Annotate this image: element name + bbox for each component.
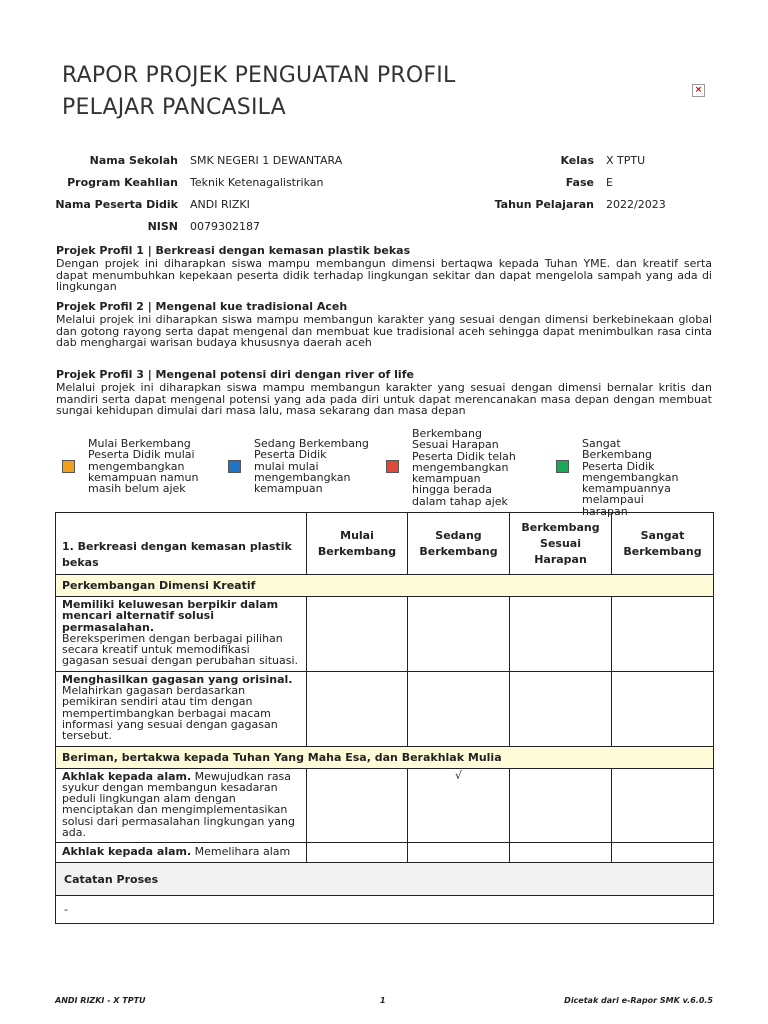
item-title: Akhlak kepada alam. bbox=[62, 845, 192, 859]
mark-cell bbox=[510, 843, 612, 863]
project-1-title: Projek Profil 1 | Berkreasi dengan kemasan plastik bekas bbox=[56, 244, 411, 257]
item-title: Akhlak kepada alam. bbox=[62, 769, 192, 783]
catatan-row bbox=[56, 863, 714, 896]
info-label-nama-sekolah: Nama Sekolah bbox=[89, 154, 178, 167]
info-label-kelas: Kelas bbox=[560, 154, 594, 167]
legend-desc-sedang: Peserta Didik mulai mulai mengembangkan kemampuan bbox=[254, 448, 351, 496]
project-2-description: Melalui projek ini diharapkan siswa mampu membangun karakter yang sesuai dengan dimensi berkebinekaan global dan gotong rayong serta dapat mengenal dan membuat kue tradisional aceh sehingga dapat menimbulkan rasa cinta dab menghargai warisan budaya khususnya daerah aceh bbox=[56, 313, 712, 349]
footer-student: ANDI RIZKI - X TPTU bbox=[55, 996, 146, 1005]
legend-swatch-sedang bbox=[228, 460, 241, 473]
mark-cell: √ bbox=[408, 768, 510, 843]
report-title bbox=[62, 60, 622, 124]
item-cell bbox=[56, 843, 307, 863]
table-section-row bbox=[56, 575, 714, 597]
legend-swatch-berkembang bbox=[386, 460, 399, 473]
info-value-nisn: 0079302187 bbox=[190, 220, 260, 233]
footer-printed-by: Dicetak dari e-Rapor SMK v.6.0.5 bbox=[564, 996, 713, 1005]
assessment-table bbox=[55, 512, 714, 924]
item-title: Memiliki keluwesan berpikir dalam mencari alternatif solusi permasalahan. bbox=[62, 598, 279, 634]
info-label-fase: Fase bbox=[565, 176, 594, 189]
legend-desc-sangat: Peserta Didik mengembangkan kemampuannya melampaui harapan bbox=[582, 459, 679, 518]
mark-cell bbox=[408, 671, 510, 746]
legend-desc-mulai: Peserta Didik mulai mengembangkan kemampuan namun masih belum ajek bbox=[88, 448, 199, 496]
catatan-value: - bbox=[56, 896, 714, 924]
footer-page-number: 1 bbox=[380, 996, 386, 1005]
mark-cell bbox=[612, 768, 714, 843]
mark-cell bbox=[307, 843, 408, 863]
mark-cell bbox=[612, 671, 714, 746]
mark-cell bbox=[408, 843, 510, 863]
info-value-program-keahlian: Teknik Ketenagalistrikan bbox=[190, 176, 324, 189]
item-cell bbox=[56, 768, 307, 843]
mark-cell bbox=[307, 597, 408, 672]
mark-cell bbox=[612, 843, 714, 863]
report-title-line1: RAPOR PROJEK PENGUATAN PROFIL bbox=[62, 63, 456, 88]
section-kreatif: Perkembangan Dimensi Kreatif bbox=[56, 575, 714, 597]
mark-cell bbox=[510, 597, 612, 672]
project-3-description: Melalui projek ini diharapkan siswa mampu membangun karakter yang sesuai dengan dimensi bernalar kritis dan mandiri serta dapat mengenal potensi yang ada pada diri untuk dapat merencanakan masa depan dengan membuat sungai kehidupan dimulai dari masa lalu, masa sekarang dan masa depan bbox=[56, 381, 712, 417]
table-header-row bbox=[56, 513, 714, 575]
legend-title-sangat: Sangat Berkembang bbox=[582, 437, 652, 462]
table-header-mulai: Mulai Berkembang bbox=[307, 513, 408, 575]
table-section-row bbox=[56, 746, 714, 768]
table-header-project: 1. Berkreasi dengan kemasan plastik bekas bbox=[56, 513, 307, 575]
legend-title-berkembang: Berkembang Sesuai Harapan bbox=[412, 427, 499, 452]
info-label-program-keahlian: Program Keahlian bbox=[67, 176, 178, 189]
mark-cell bbox=[612, 597, 714, 672]
info-value-nama-peserta: ANDI RIZKI bbox=[190, 198, 250, 211]
mark-cell bbox=[307, 768, 408, 843]
item-desc: Memelihara alam bbox=[194, 845, 291, 859]
broken-image-icon: × bbox=[692, 84, 705, 97]
catatan-label: Catatan Proses bbox=[56, 863, 714, 896]
info-value-fase: E bbox=[606, 176, 613, 189]
table-row bbox=[56, 671, 714, 746]
project-1 bbox=[56, 244, 712, 293]
legend-title-mulai: Mulai Berkembang bbox=[88, 437, 191, 450]
mark-cell bbox=[510, 768, 612, 843]
project-1-description: Dengan projek ini diharapkan siswa mampu membangun dimensi bertaqwa kepada Tuhan YME. dan kreatif serta dapat menumbuhkan kepekaan peserta didik terhadap lingkungan sekitar dan dapat mengelola sampah yang ada di lingkungan bbox=[56, 257, 712, 293]
mark-cell bbox=[307, 671, 408, 746]
section-beriman: Beriman, bertakwa kepada Tuhan Yang Maha Esa, dan Berakhlak Mulia bbox=[56, 746, 714, 768]
table-header-sedang: Sedang Berkembang bbox=[408, 513, 510, 575]
legend-swatch-sangat bbox=[556, 460, 569, 473]
info-value-kelas: X TPTU bbox=[606, 154, 646, 167]
table-row bbox=[56, 597, 714, 672]
project-3 bbox=[56, 368, 712, 417]
catatan-value-row bbox=[56, 896, 714, 924]
mark-cell bbox=[510, 671, 612, 746]
table-header-berkembang: Berkembang Sesuai Harapan bbox=[510, 513, 612, 575]
legend-desc-berkembang: Peserta Didik telah mengembangkan kemampuan hingga berada dalam tahap ajek bbox=[412, 449, 516, 508]
info-label-nisn: NISN bbox=[147, 220, 178, 233]
info-value-tahun-pelajaran: 2022/2023 bbox=[606, 198, 666, 211]
project-2 bbox=[56, 300, 712, 349]
legend-title-sedang: Sedang Berkembang bbox=[254, 437, 369, 450]
table-header-sangat: Sangat Berkembang bbox=[612, 513, 714, 575]
item-desc: Melahirkan gagasan berdasarkan pemikiran sendiri atau tim dengan mempertimbangkan berbagai macam informasi yang sesuai dengan gagasan tersebut. bbox=[62, 684, 278, 743]
table-row bbox=[56, 843, 714, 863]
item-cell bbox=[56, 671, 307, 746]
item-desc: Mewujudkan rasa syukur dengan membangun kesadaran peduli lingkungan alam dengan menciptakan dan mengimplementasikan solusi dari permasalahan lingkungan yang ada. bbox=[62, 769, 295, 840]
info-value-nama-sekolah: SMK NEGERI 1 DEWANTARA bbox=[190, 154, 343, 167]
project-3-title: Projek Profil 3 | Mengenal potensi diri dengan river of life bbox=[56, 368, 414, 381]
info-label-nama-peserta: Nama Peserta Didik bbox=[55, 198, 178, 211]
report-title-line2: PELAJAR PANCASILA bbox=[62, 95, 286, 120]
mark-cell bbox=[408, 597, 510, 672]
info-label-tahun-pelajaran: Tahun Pelajaran bbox=[494, 198, 594, 211]
item-title: Menghasilkan gagasan yang orisinal. bbox=[62, 672, 293, 686]
item-cell bbox=[56, 597, 307, 672]
legend-swatch-mulai bbox=[62, 460, 75, 473]
project-2-title: Projek Profil 2 | Mengenal kue tradisional Aceh bbox=[56, 300, 348, 313]
item-desc: Bereksperimen dengan berbagai pilihan secara kreatif untuk memodifikasi gagasan sesuai dengan perubahan situasi. bbox=[62, 631, 299, 668]
table-row bbox=[56, 768, 714, 843]
